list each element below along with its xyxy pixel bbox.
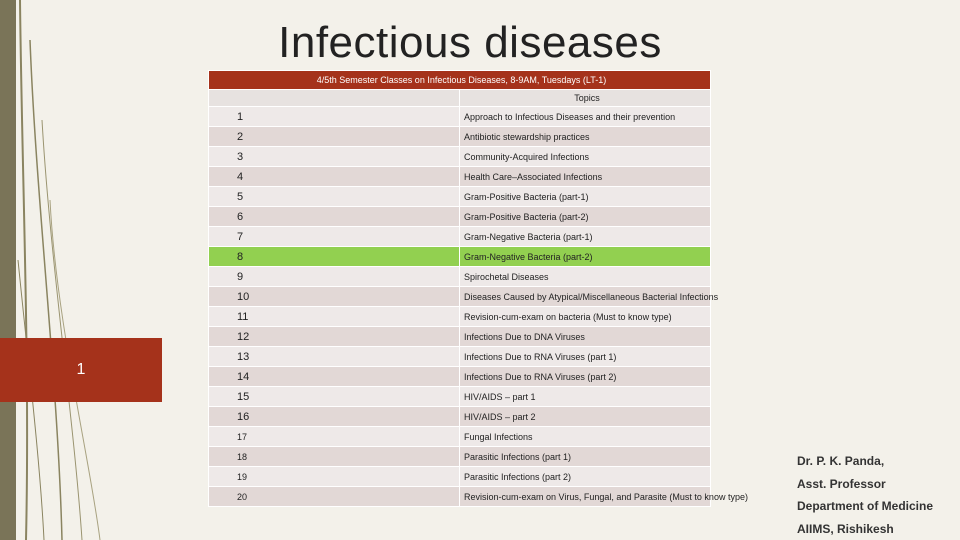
row-topic: HIV/AIDS – part 2 <box>460 407 711 427</box>
table-row <box>209 147 711 167</box>
row-number: 11 <box>209 307 460 327</box>
row-number: 5 <box>209 187 460 207</box>
table-row <box>209 467 711 487</box>
author-position: Asst. Professor <box>797 476 886 491</box>
row-topic: Diseases Caused by Atypical/Miscellaneous Bacterial Infections <box>460 287 711 307</box>
row-number: 3 <box>209 147 460 167</box>
author-name: Dr. P. K. Panda, <box>797 454 885 468</box>
row-number: 18 <box>209 447 460 467</box>
table-row <box>209 487 711 507</box>
row-number: 7 <box>209 227 460 247</box>
row-number: 13 <box>209 347 460 367</box>
row-topic: Revision-cum-exam on bacteria (Must to know type) <box>460 307 711 327</box>
table-row <box>209 387 711 407</box>
table-row <box>209 187 711 207</box>
table-row <box>209 207 711 227</box>
row-topic: Gram-Positive Bacteria (part-2) <box>460 207 711 227</box>
topics-table <box>208 70 748 507</box>
row-topic: Community-Acquired Infections <box>460 147 711 167</box>
topics-label: Topics <box>460 90 711 107</box>
row-topic: Spirochetal Diseases <box>460 267 711 287</box>
row-topic: Antibiotic stewardship practices <box>460 127 711 147</box>
row-number: 15 <box>209 387 460 407</box>
row-topic: Gram-Positive Bacteria (part-1) <box>460 187 711 207</box>
row-topic: Approach to Infectious Diseases and their prevention <box>460 107 711 127</box>
table-row <box>209 407 711 427</box>
table-header-row <box>209 71 711 90</box>
row-number: 1 <box>209 107 460 127</box>
table-row <box>209 447 711 467</box>
row-topic: Parasitic Infections (part 2) <box>460 467 711 487</box>
table-row <box>209 267 711 287</box>
table-row <box>209 247 711 267</box>
decorative-lines <box>0 0 110 540</box>
row-number: 16 <box>209 407 460 427</box>
row-number: 14 <box>209 367 460 387</box>
row-number: 8 <box>209 247 460 267</box>
slide-title: Infectious diseases <box>278 18 662 67</box>
row-topic: Revision-cum-exam on Virus, Fungal, and Parasite (Must to know type) <box>460 487 711 507</box>
row-number: 9 <box>209 267 460 287</box>
row-number: 4 <box>209 167 460 187</box>
table-row <box>209 367 711 387</box>
row-number: 2 <box>209 127 460 147</box>
row-topic: HIV/AIDS – part 1 <box>460 387 711 407</box>
row-number: 10 <box>209 287 460 307</box>
table-row <box>209 107 711 127</box>
row-topic: Gram-Negative Bacteria (part-2) <box>460 247 711 267</box>
table-row <box>209 167 711 187</box>
author-department: Department of Medicine <box>797 499 934 513</box>
row-number: 12 <box>209 327 460 347</box>
row-topic: Infections Due to RNA Viruses (part 2) <box>460 367 711 387</box>
row-number: 19 <box>209 467 460 487</box>
row-topic: Fungal Infections <box>460 427 711 447</box>
table-row <box>209 127 711 147</box>
row-number: 17 <box>209 427 460 447</box>
table-header: 4/5th Semester Classes on Infectious Diseases, 8-9AM, Tuesdays (LT-1) <box>209 71 711 90</box>
slide-number-badge: 1 <box>0 338 162 402</box>
topics-number-cell <box>209 90 460 107</box>
row-number: 20 <box>209 487 460 507</box>
table-row <box>209 327 711 347</box>
table-row <box>209 227 711 247</box>
table-row <box>209 307 711 327</box>
row-topic: Infections Due to RNA Viruses (part 1) <box>460 347 711 367</box>
author-block <box>797 450 933 540</box>
row-topic: Health Care–Associated Infections <box>460 167 711 187</box>
row-topic: Gram-Negative Bacteria (part-1) <box>460 227 711 247</box>
table-row <box>209 347 711 367</box>
row-topic: Parasitic Infections (part 1) <box>460 447 711 467</box>
row-number: 6 <box>209 207 460 227</box>
table-row <box>209 427 711 447</box>
topics-label-row <box>209 90 711 107</box>
row-topic: Infections Due to DNA Viruses <box>460 327 711 347</box>
author-institute: AIIMS, Rishikesh <box>797 521 894 536</box>
table-row <box>209 287 711 307</box>
